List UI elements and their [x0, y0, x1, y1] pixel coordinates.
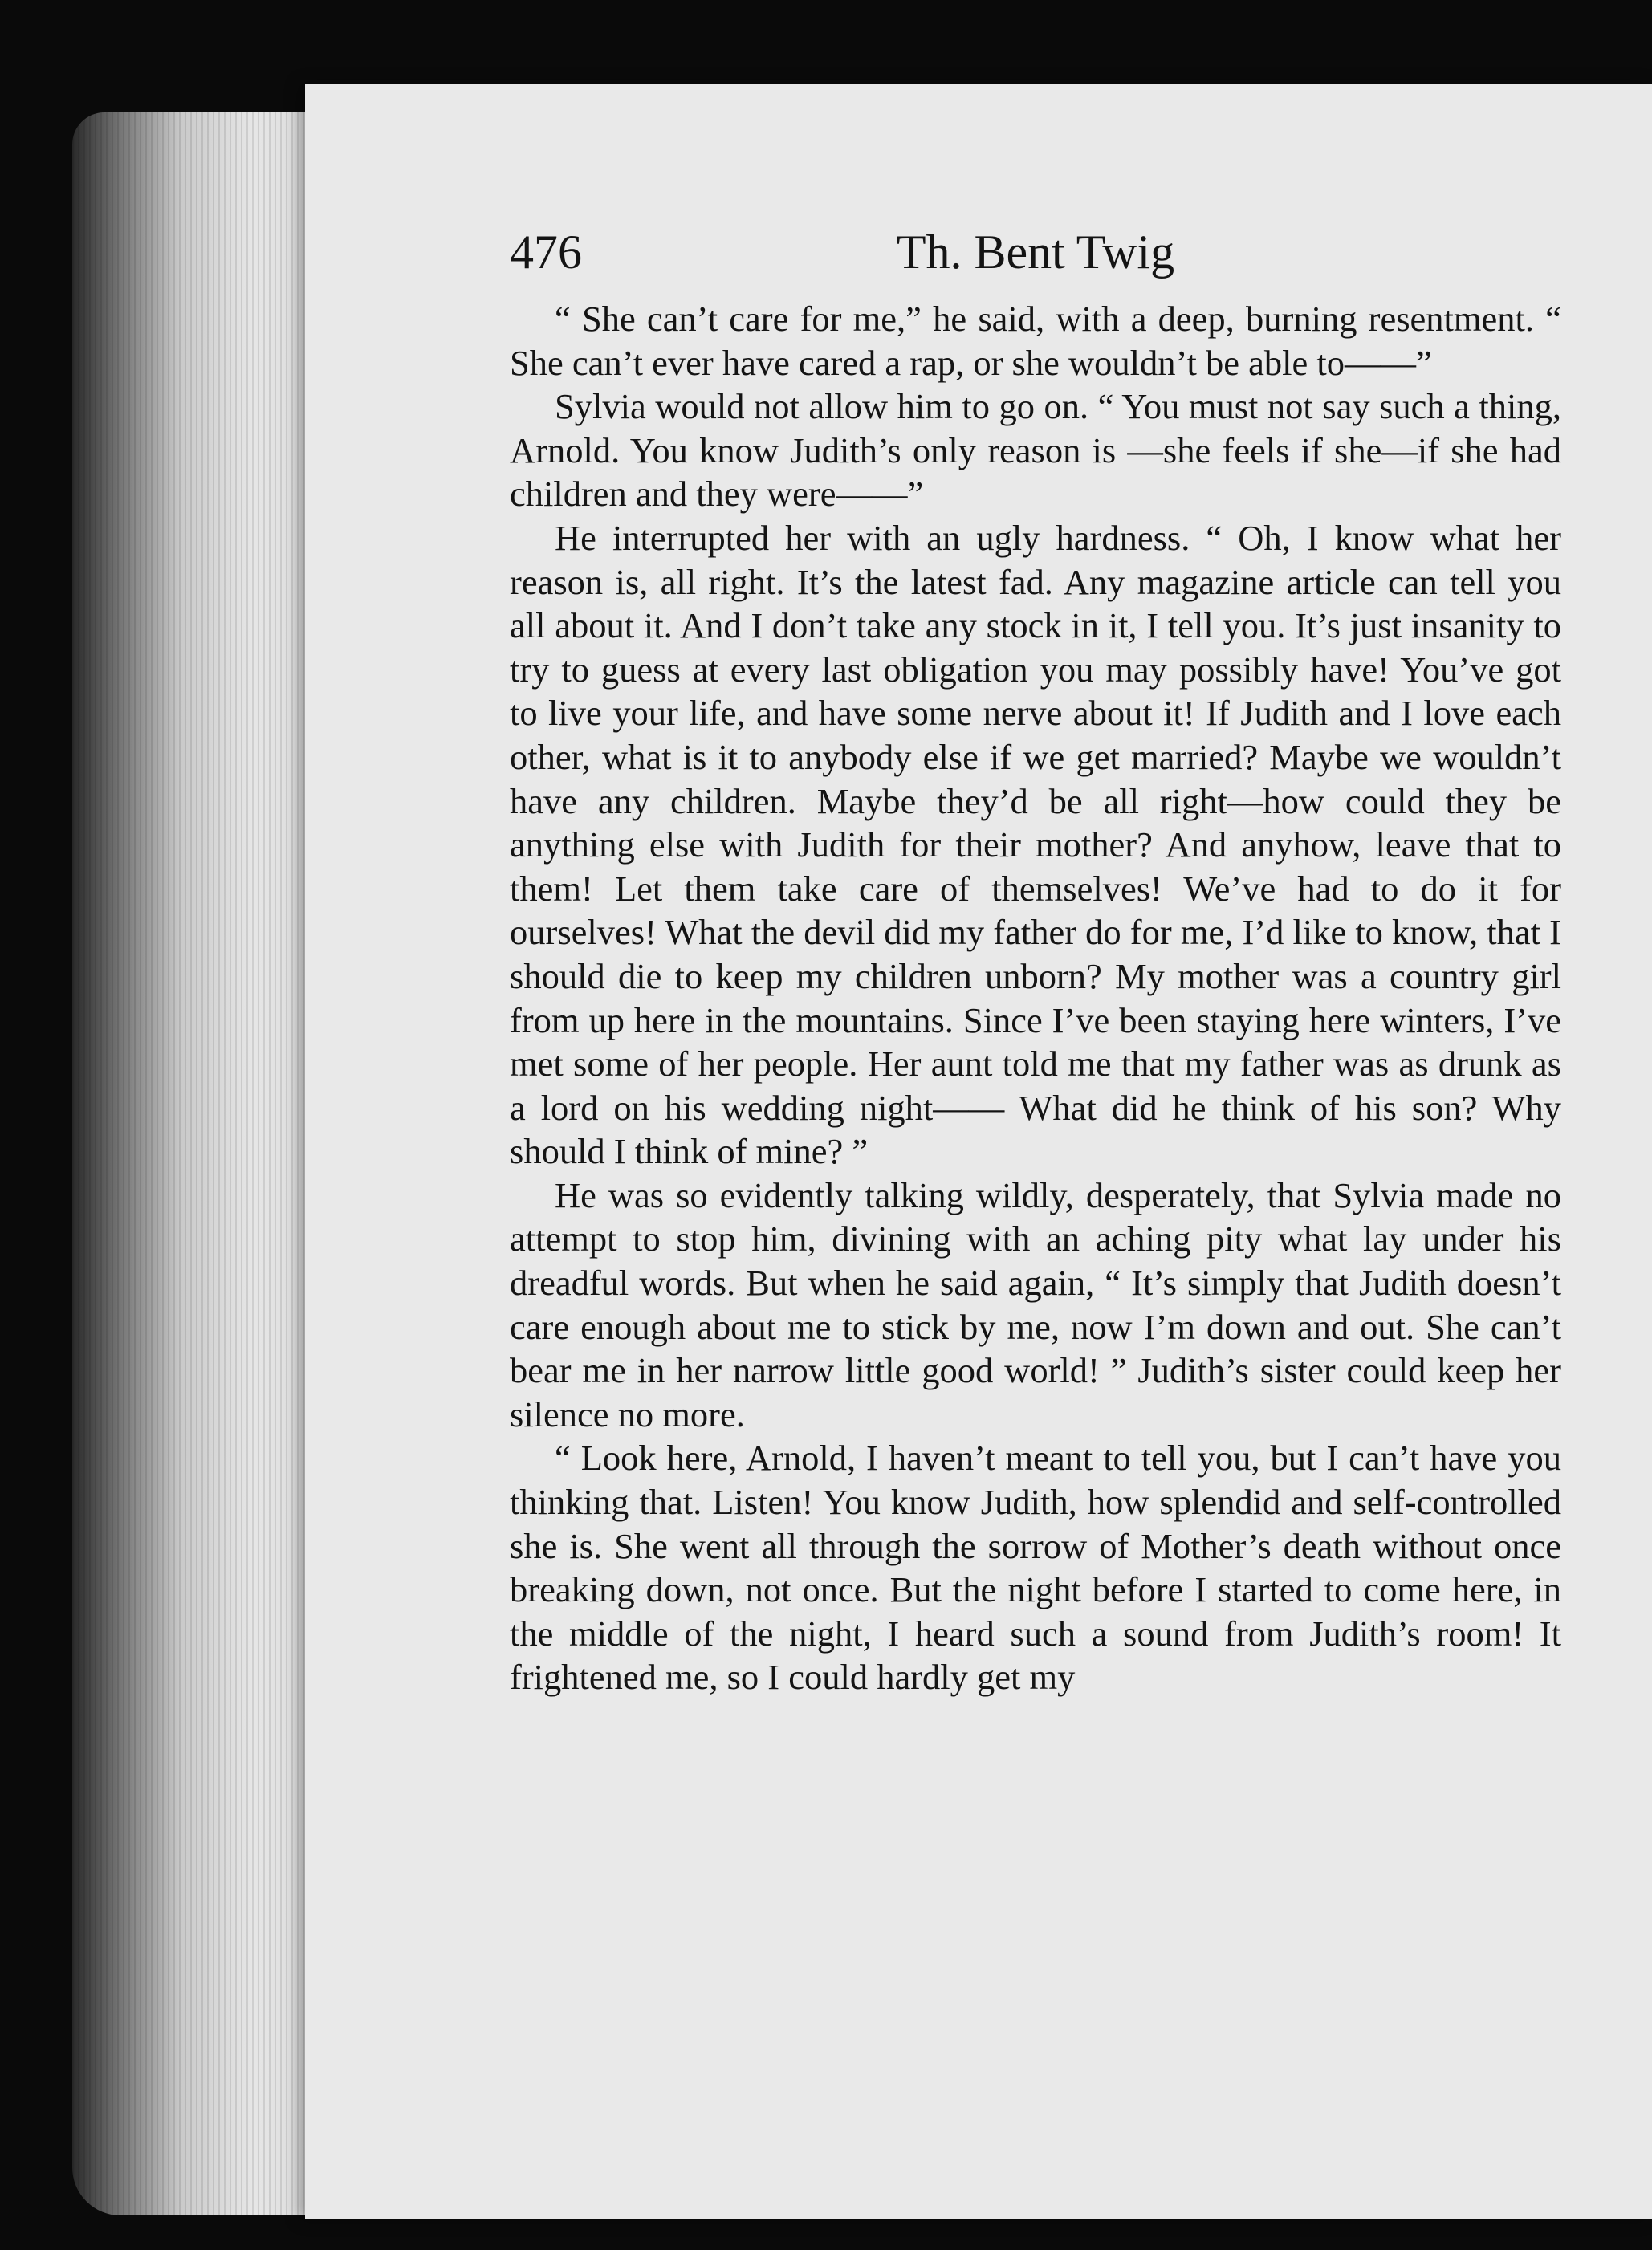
paragraph: He was so evidently talking wildly, desperately, that Sylvia made no attempt to stop him, divining with an aching pity what lay under his dreadful words. But when he said again, “ It’s simply that Judith doesn’t care enough about me to stick by me, now I’m down and out. She can’t bear me in her narrow little good world! ” Judith’s sister could keep her silence no more.: [510, 1174, 1561, 1434]
running-title: Th. Bent Twig: [896, 226, 1175, 279]
book-page-edges: [72, 112, 313, 2215]
paragraph: “ Look here, Arnold, I haven’t meant to tell you, but I can’t have you thinking that. Listen! You know Judith, how splendid and self-controlled she is. She went all through the sorrow of Mother’s death without once breaking down, not once. But the night before I started to come here, in the middle of the night, I heard such a sound from Judith’s room! It frightened me, so I could hardly get my: [510, 1438, 1561, 1698]
page-content: [510, 209, 1561, 1699]
book-page: [305, 84, 1652, 2219]
paragraph: Sylvia would not allow him to go on. “ You must not say such a thing, Arnold. You know Judith’s only reason is —she feels if she—if she had children and they were——”: [510, 386, 1561, 515]
paragraph: “ She can’t care for me,” he said, with a deep, burning resentment. “ She can’t ever have cared a rap, or she wouldn’t be able to——”: [510, 299, 1561, 383]
paragraph: He interrupted her with an ugly hardness. “ Oh, I know what her reason is, all right. It’s the latest fad. Any magazine article can tell you all about it. And I don’t take any stock in it, I tell you. It’s just insanity to try to guess at every last obligation you may possibly have! You’ve got to live your life, and have some nerve about it! If Judith and I love each other, what is it to anybody else if we get married? Maybe we wouldn’t have any children. Maybe they’d be all right—how could they be anything else with Judith for their mother? And anyhow, leave that to them! Let them take care of themselves! We’ve had to do it for ourselves! What the devil did my father do for me, I’d like to know, that I should die to keep my children unborn? My mother was a country girl from up here in the mountains. Since I’ve been staying here winters, I’ve met some of her people. Her aunt told me that my father was as drunk as a lord on his wedding night—— What did he think of his son? Why should I think of mine? ”: [510, 517, 1561, 1172]
page-number: 476: [510, 226, 582, 279]
page-header: [510, 209, 1561, 297]
